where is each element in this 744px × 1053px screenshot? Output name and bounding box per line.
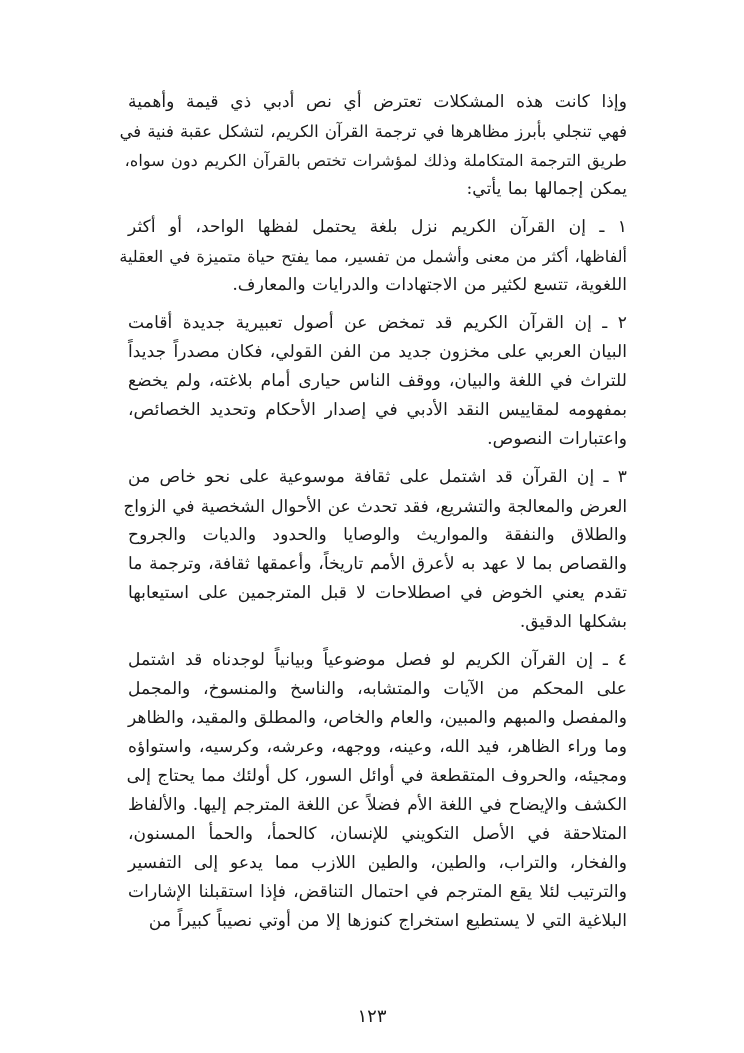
text-line: على المحكم من الآيات والمتشابه، والناسخ والمنسوخ، والمجمل — [128, 679, 627, 699]
text-line: ٤ ـ إن القرآن الكريم لو فصل موضوعياً وبيانياً لوجدناه قد اشتمل — [128, 650, 627, 670]
text-line: يمكن إجمالها بما يأتي: — [466, 179, 627, 199]
text-line: ١ ـ إن القرآن الكريم نزل بلغة يحتمل لفظها الواحد، أو أكثر — [128, 217, 627, 237]
text-line: والمفصل والمبهم والمبين، والعام والخاص، والمطلق والمقيد، والظاهر — [128, 708, 627, 728]
paragraph — [128, 309, 627, 454]
text-line: البيان العربي على مخزون جديد من الفن القولي، فكان مصدراً جديداً — [128, 342, 627, 362]
text-line: ألفاظها، أكثر من معنى وأشمل من تفسير، مما يفتح حياة متميزة في العقلية — [119, 247, 627, 266]
text-line: والترتيب لئلا يقع المترجم في احتمال التناقض، فإذا استقبلنا الإشارات — [128, 882, 627, 902]
text-line: ٣ ـ إن القرآن قد اشتمل على ثقافة موسوعية على نحو خاص من — [128, 467, 627, 487]
text-line: اللغوية، تتسع لكثير من الاجتهادات والدرايات والمعارف. — [232, 275, 627, 295]
text-line: ومجيئه، والحروف المتقطعة في أوائل السور، كل أولئك مما يحتاج إلى — [126, 766, 627, 786]
text-line: للتراث في اللغة والبيان، ووقف الناس حيارى أمام بلاغته، ولم يخضع — [128, 371, 627, 391]
text-line: فهي تنجلي بأبرز مظاهرها في ترجمة القرآن الكريم، لتشكل عقبة فنية في — [119, 122, 627, 141]
text-line: والفخار، والتراب، والطين، والطين اللازب مما يدعو إلى التفسير — [128, 853, 627, 873]
paragraph — [123, 463, 627, 637]
text-line: وإذا كانت هذه المشكلات تعترض أي نص أدبي ذي قيمة وأهمية — [128, 92, 627, 112]
text-line: المتلاحقة في الأصل التكويني للإنسان، كالحمأ، والحمأ المسنون، — [128, 824, 627, 844]
text-line: واعتبارات النصوص. — [487, 429, 627, 449]
text-line: والطلاق والنفقة والمواريث والوصايا والحدود والديات والجروح — [128, 525, 627, 545]
text-line: تقدم يعني الخوض في اصطلاحات لا قبل المترجمين على استيعابها — [128, 583, 627, 603]
text-line: البلاغية التي لا يستطيع استخراج كنوزها إلا من أوتي نصيباً كبيراً من — [148, 911, 627, 931]
page-body — [119, 88, 627, 936]
text-line: بشكلها الدقيق. — [519, 612, 627, 632]
paragraph — [128, 646, 627, 936]
text-line: الكشف والإيضاح في اللغة الأم فضلاً عن اللغة المترجم إليها. والألفاظ — [128, 795, 627, 815]
paragraph — [119, 88, 627, 204]
text-line: طريق الترجمة المتكاملة وذلك لمؤشرات تختص بالقرآن الكريم دون سواه، — [124, 151, 627, 170]
paragraph — [119, 213, 627, 300]
text-line: العرض والمعالجة والتشريع، فقد تحدث عن الأحوال الشخصية في الزواج — [123, 496, 627, 516]
text-line: والقصاص بما لا عهد به لأعرق الأمم تاريخاً، وأعمقها ثقافة، وترجمة ما — [128, 554, 627, 574]
text-line: بمفهومه لمقاييس النقد الأدبي في إصدار الأحكام وتحديد الخصائص، — [128, 400, 627, 420]
page-number: ١٢٣ — [357, 1006, 387, 1027]
text-line: وما وراء الظاهر، فيد الله، وعينه، ووجهه، وعرشه، وكرسيه، واستواؤه — [128, 737, 627, 757]
text-line: ٢ ـ إن القرآن الكريم قد تمخض عن أصول تعبيرية جديدة أقامت — [128, 313, 627, 333]
